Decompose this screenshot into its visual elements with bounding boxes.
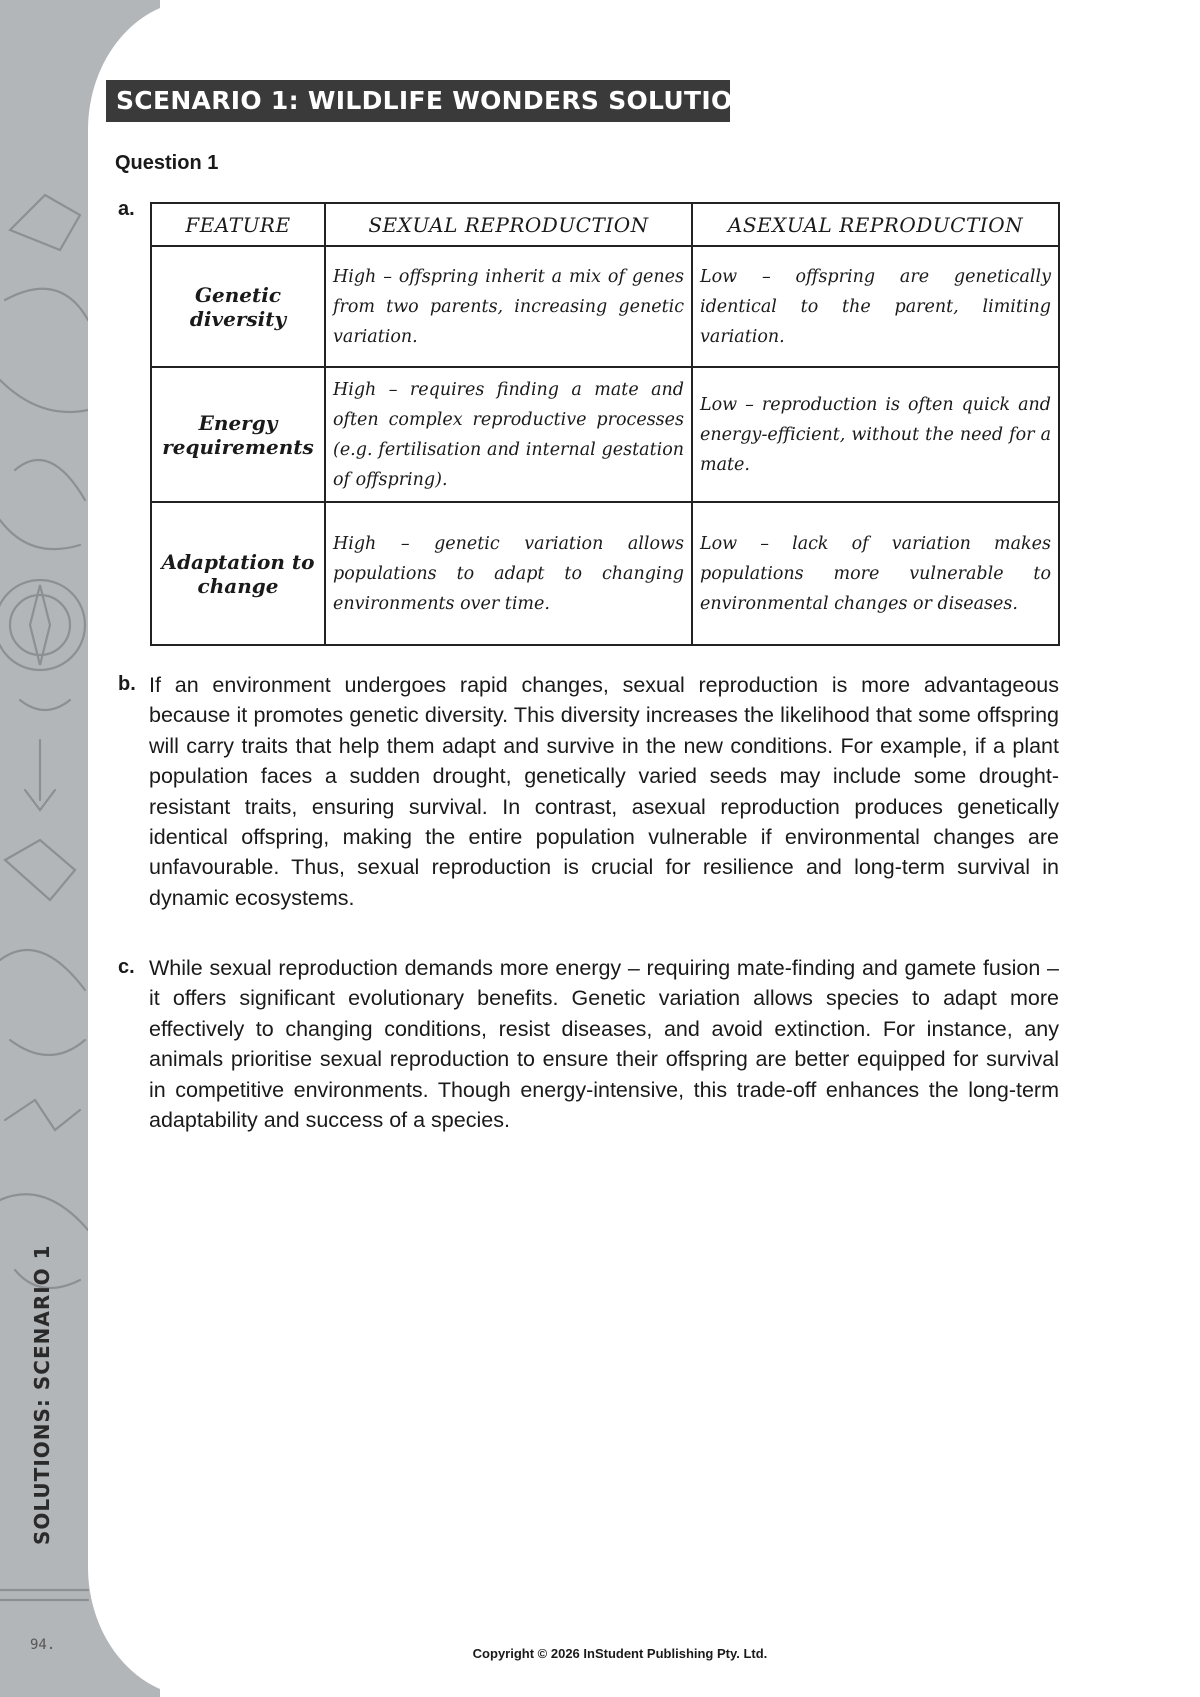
sexual-cell: High – offspring inherit a mix of genes from two parents, increasing genetic variation.: [325, 246, 692, 367]
part-c-label: c.: [118, 956, 135, 978]
table-row: [151, 246, 1059, 367]
feature-cell: Genetic diversity: [151, 246, 325, 367]
table-header-sexual: SEXUAL REPRODUCTION: [325, 203, 692, 246]
sexual-cell: High – requires finding a mate and often complex reproductive processes (e.g. fertilisation and internal gestation of offspring).: [325, 367, 692, 502]
table-header-asexual: ASEXUAL REPRODUCTION: [692, 203, 1059, 246]
question-heading: Question 1: [115, 152, 219, 174]
asexual-cell: Low – lack of variation makes populations more vulnerable to environmental changes or diseases.: [692, 502, 1059, 645]
side-label: SOLUTIONS: SCENARIO 1: [30, 1244, 54, 1545]
feature-cell: Energy requirements: [151, 367, 325, 502]
table-header-feature: FEATURE: [151, 203, 325, 246]
feature-cell: Adaptation to change: [151, 502, 325, 645]
table-row: [151, 367, 1059, 502]
page-title: SCENARIO 1: WILDLIFE WONDERS SOLUTIONS: [106, 80, 730, 122]
page-number: 94.: [30, 1637, 56, 1653]
comparison-table: [150, 202, 1060, 646]
asexual-cell: Low – reproduction is often quick and energy-efficient, without the need for a mate.: [692, 367, 1059, 502]
sexual-cell: High – genetic variation allows populations to adapt to changing environments over time.: [325, 502, 692, 645]
asexual-cell: Low – offspring are genetically identical to the parent, limiting variation.: [692, 246, 1059, 367]
part-b-answer: If an environment undergoes rapid changes, sexual reproduction is more advantageous because it promotes genetic diversity. This diversity increases the likelihood that some offspring will carry traits that help them adapt and survive in the new conditions. For example, if a plant population faces a sudden drought, genetically varied seeds may include some drought-resistant traits, ensuring survival. In contrast, asexual reproduction produces genetically identical offspring, making the entire population vulnerable if environmental changes are unfavourable. Thus, sexual reproduction is crucial for resilience and long-term survival in dynamic ecosystems.: [149, 673, 1059, 910]
table-header-row: [151, 203, 1059, 246]
part-a-label: a.: [118, 198, 135, 220]
part-b-label: b.: [118, 673, 136, 695]
copyright-notice: Copyright © 2026 InStudent Publishing Pty. Ltd.: [472, 1646, 768, 1661]
part-c-answer: While sexual reproduction demands more energy – requiring mate-finding and gamete fusion – it offers significant evolutionary benefits. Genetic variation allows species to adapt more effectively to changing conditions, resist diseases, and avoid extinction. For instance, any animals prioritise sexual reproduction to ensure their offspring are better equipped for survival in competitive environments. Though energy-intensive, this trade-off enhances the long-term adaptability and success of a species.: [149, 956, 1059, 1133]
table-row: [151, 502, 1059, 645]
